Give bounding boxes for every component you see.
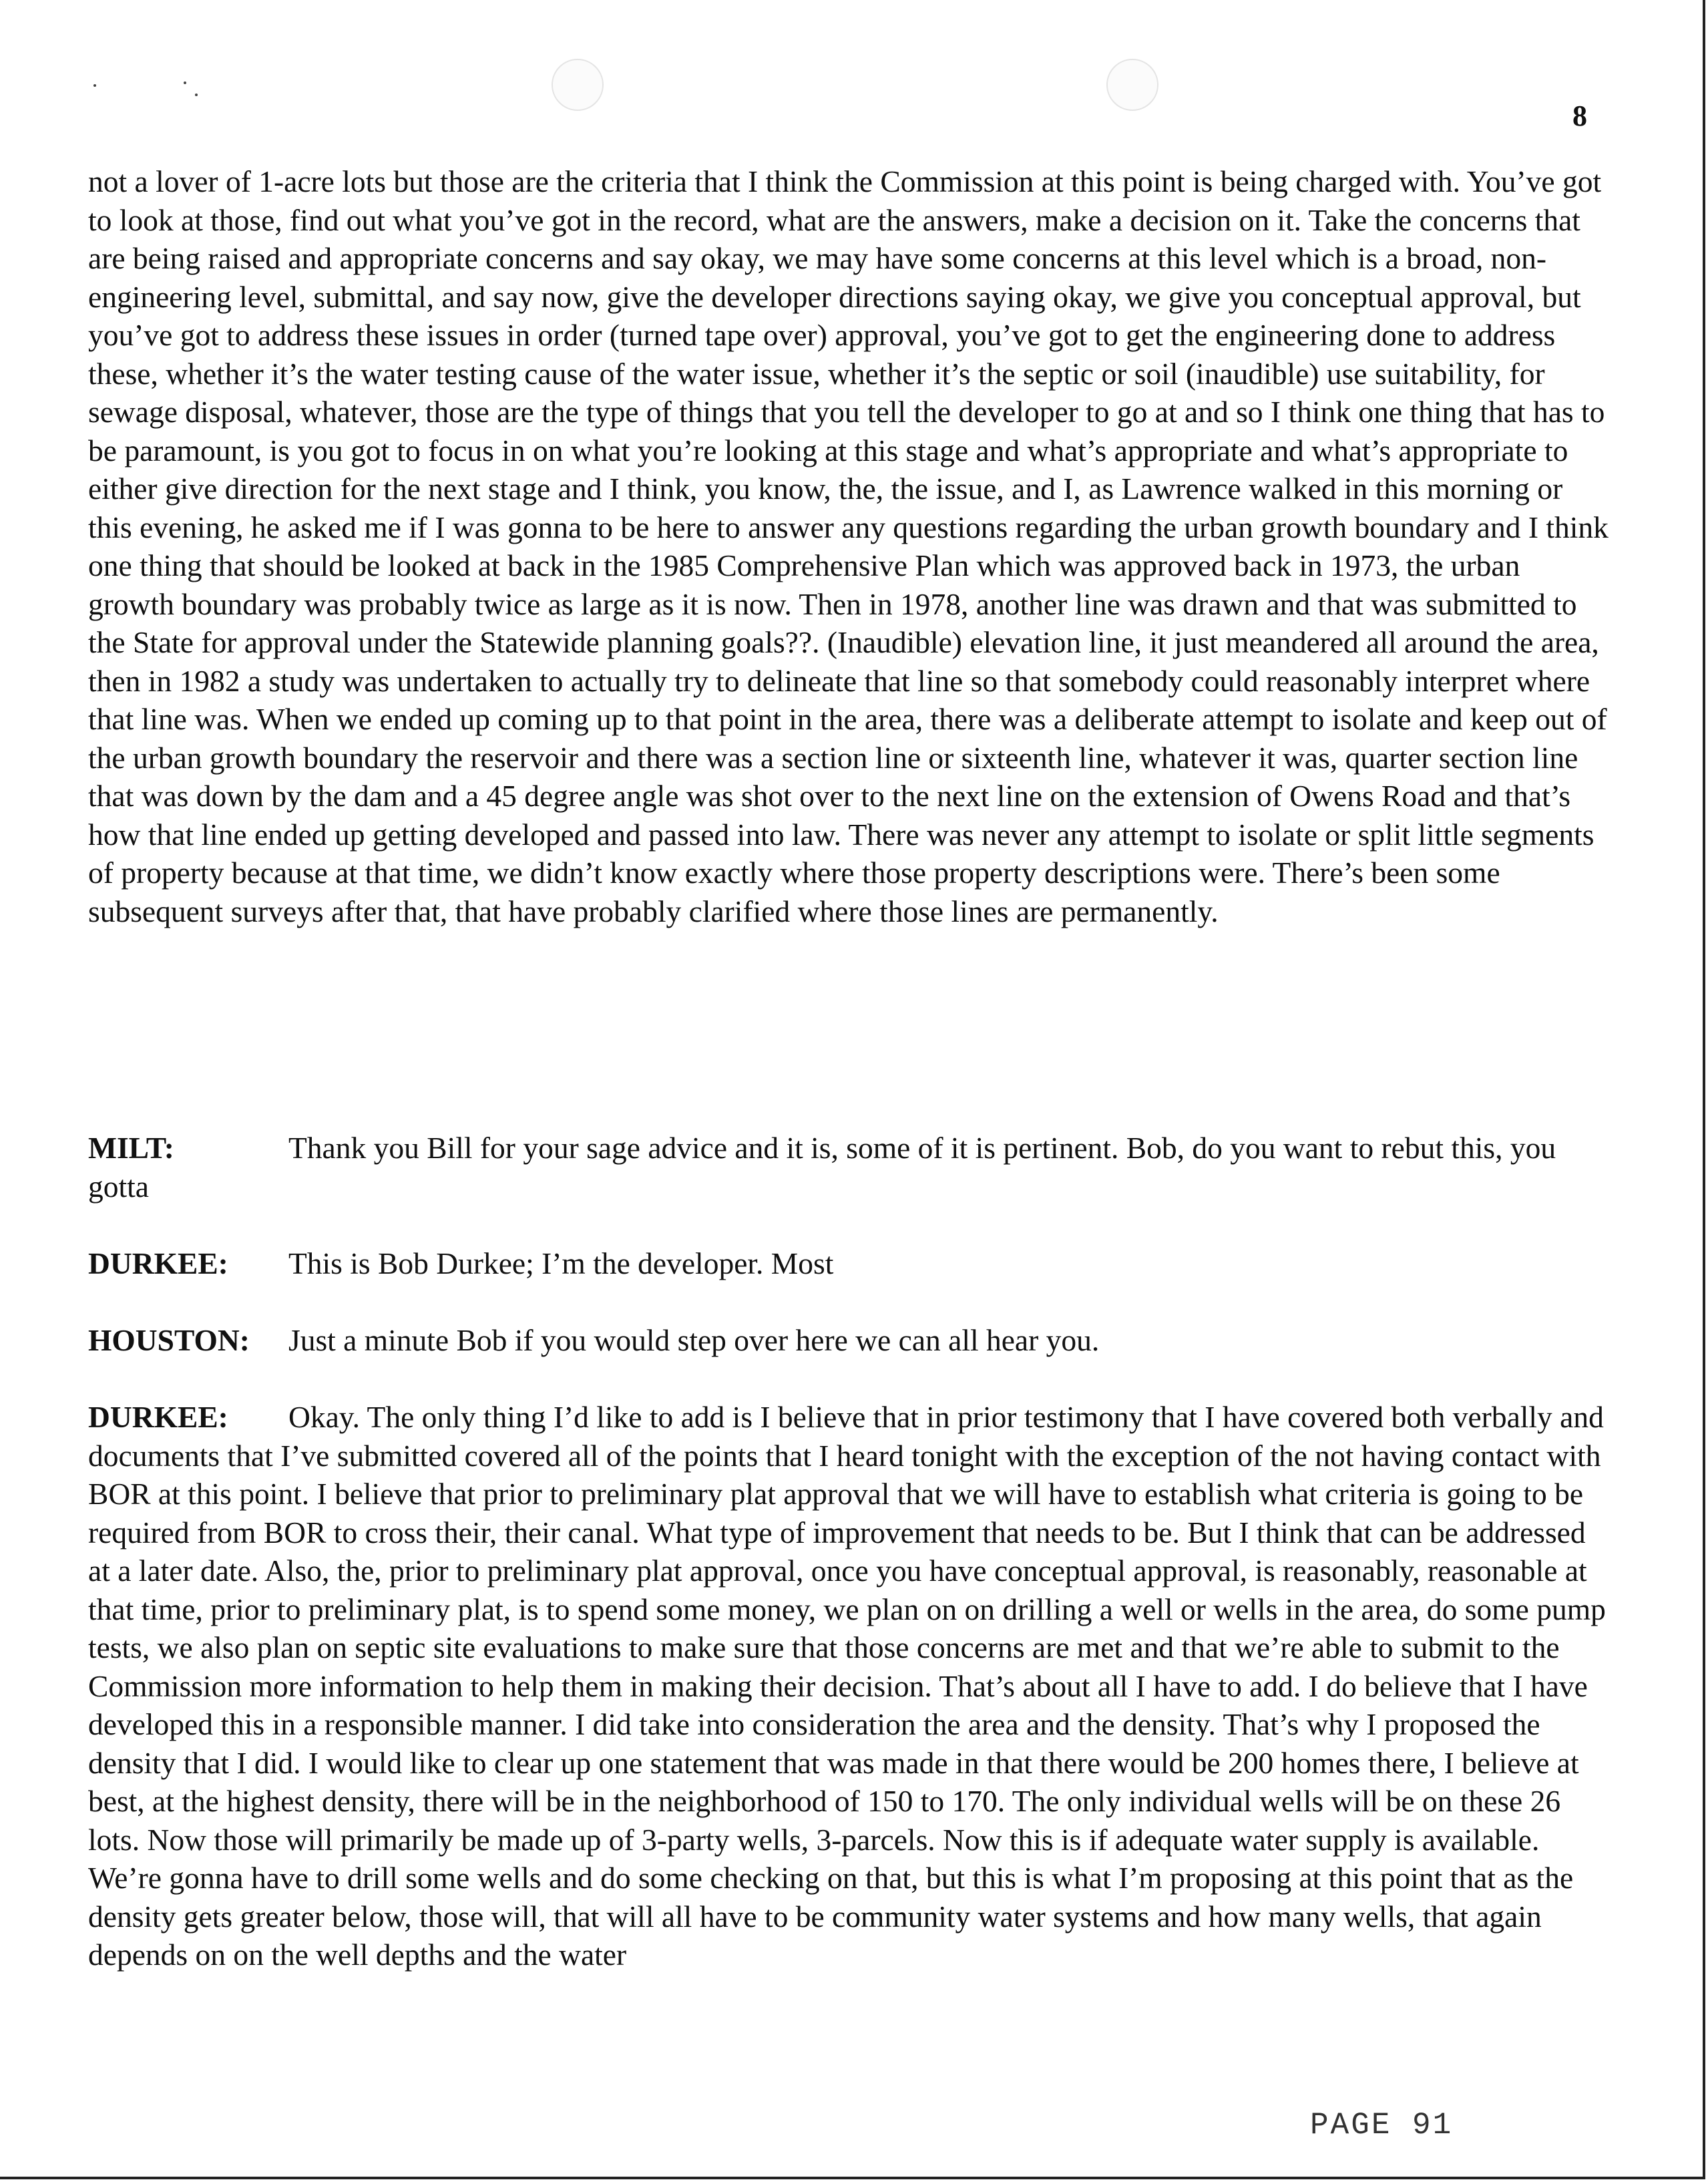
speaker-label: HOUSTON: xyxy=(88,1323,250,1357)
speaker-label: DURKEE: xyxy=(88,1400,228,1434)
page-stamp: PAGE 91 xyxy=(1310,2108,1454,2143)
scan-speck xyxy=(195,94,198,96)
exchange-durkee-intro xyxy=(88,1244,1611,1283)
speech-text: Just a minute Bob if you would step over here we can all hear you. xyxy=(288,1323,1100,1357)
speech-text: This is Bob Durkee; I’m the developer. Most xyxy=(288,1246,834,1280)
page-number: 8 xyxy=(1572,100,1587,132)
scan-speck xyxy=(184,81,186,84)
speech-text: Okay. The only thing I’d like to add is I believe that in prior testimony that I have covered both verbally and documents that I’ve submitted covered all of the points that I heard tonight with the exception of the not having contact with BOR at this point. I believe that prior to preliminary plat approval that we will have to establish what criteria is going to be required from BOR to cross their, their canal. What type of improvement that needs to be. But I think that can be addressed at a later date. Also, the, prior to preliminary plat approval, once you have conceptual approval, is reasonably, reasonable at that time, prior to preliminary plat, is to spend some money, we plan on on drilling a well or wells in the area, do some pump tests, we also plan on septic site evaluations to make sure that those concerns are met and that we’re able to submit to the Commission more information to help them in making their decision. That’s about all I have to add. I do believe that I have developed this in a responsible manner. I did take into consideration the area and the density. That’s why I proposed the density that I did. I would like to clear up one statement that was made in that there would be 200 homes there, I believe at best, at the highest density, there will be in the neighborhood of 150 to 170. The only individual wells will be on these 26 lots. Now those will primarily be made up of 3-party wells, 3-parcels. Now this is if adequate water supply is available. We’re gonna have to drill some wells and do some checking on that, but this is what I’m proposing at this point that as the density gets greater below, those will, that will all have to be community water systems and how many wells, that again depends on on the well depths and the water xyxy=(88,1400,1606,1972)
testimony-paragraph: not a lover of 1-acre lots but those are the criteria that I think the Commission at this point is being charged with. You’ve got to look at those, find out what you’ve got in the record, what are the answers, make a decision on it. Take the concerns that are being raised and appropriate concerns and say okay, we may have some concerns at this level which is a broad, non-engineering level, submittal, and say now, give the developer directions saying okay, we give you conceptual approval, but you’ve got to address these issues in order (turned tape over) approval, you’ve got to get the engineering done to address these, whether it’s the water testing cause of the water issue, whether it’s the septic or soil (inaudible) use suitability, for sewage disposal, whatever, those are the type of things that you tell the developer to go at and so I think one thing that has to be paramount, is you got to focus in on what you’re looking at this stage and what’s appropriate and what’s appropriate to either give direction for the next stage and I think, you know, the, the issue, and I, as Lawrence walked in this morning or this evening, he asked me if I was gonna to be here to answer any questions regarding the urban growth boundary and I think one thing that should be looked at back in the 1985 Comprehensive Plan which was approved back in 1973, the urban growth boundary was probably twice as large as it is now. Then in 1978, another line was drawn and that was submitted to the State for approval under the Statewide planning goals??. (Inaudible) elevation line, it just meandered all around the area, then in 1982 a study was undertaken to actually try to delineate that line so that somebody could reasonably interpret where that line was. When we ended up coming up to that point in the area, there was a deliberate attempt to isolate and keep out of the urban growth boundary the reservoir and there was a section line or sixteenth line, whatever it was, quarter section line that was down by the dam and a 45 degree angle was shot over to the next line on the extension of Owens Road and that’s how that line ended up getting developed and passed into law. There was never any attempt to isolate or split little segments of property because at that time, we didn’t know exactly where those property descriptions were. There’s been some subsequent surveys after that, that have probably clarified where those lines are permanently. xyxy=(88,164,1609,928)
exchange-milt xyxy=(88,1129,1611,1206)
punch-hole-left xyxy=(552,59,604,111)
scan-speck xyxy=(93,84,96,87)
exchange-durkee-statement xyxy=(88,1398,1611,1974)
speech-text: Thank you Bill for your sage advice and it is, some of it is pertinent. Bob, do you want to rebut this, you gotta xyxy=(88,1131,1556,1204)
punch-hole-right xyxy=(1106,59,1158,111)
speaker-label: DURKEE: xyxy=(88,1246,228,1280)
exchange-houston xyxy=(88,1321,1611,1360)
speaker-label: MILT: xyxy=(88,1131,174,1165)
